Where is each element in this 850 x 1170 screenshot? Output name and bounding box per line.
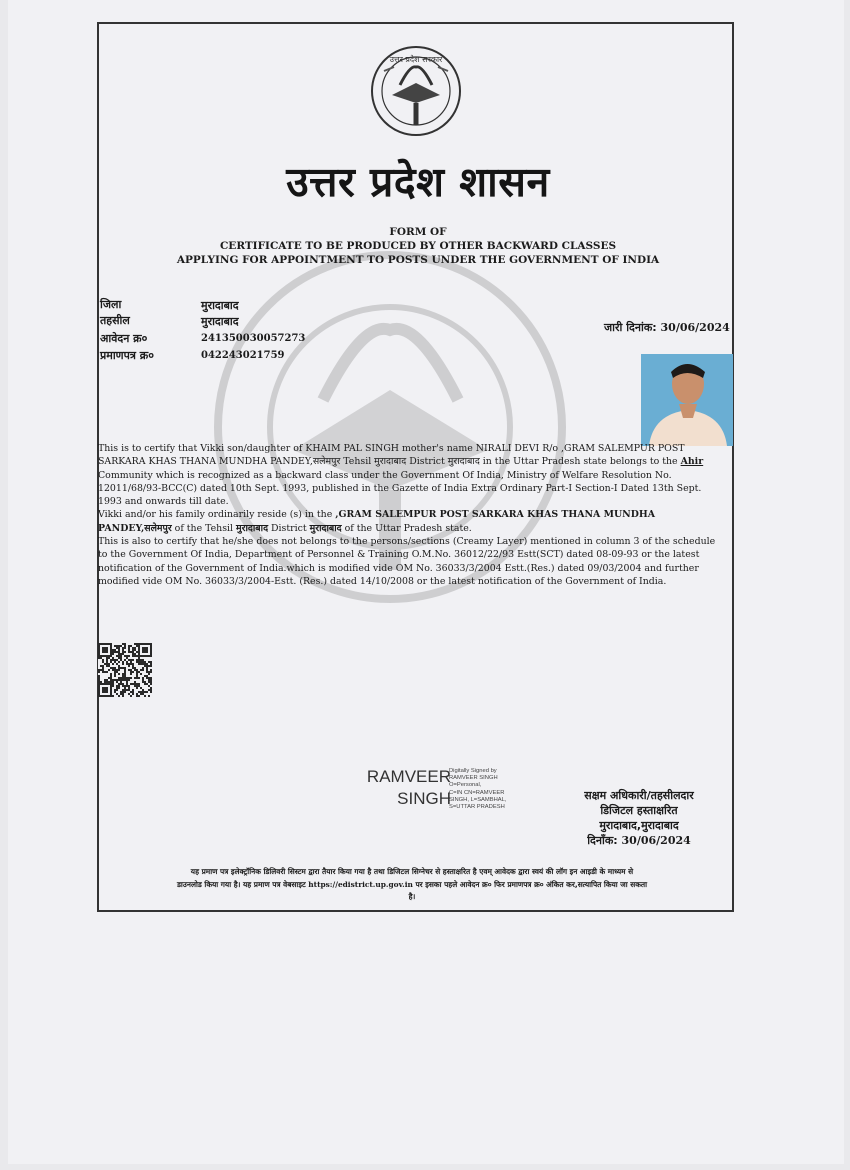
body-p1-part2: Community which is recognized as a backward class under the Government Of India, Ministry of Welfare Resolution No. 12011/68/93-BCC(C) dated 10th Sept. 1993, published in the Gazette of India Extra Ordinary Part-I Section-I Dated 13th Sept. 1993 and onwards till date. [98,469,702,508]
person-icon [641,354,733,446]
form-heading-line3: APPLYING FOR APPOINTMENT TO POSTS UNDER THE GOVERNMENT OF INDIA [176,254,660,266]
emblem-text: उत्तर प्रदेश सरकार [389,55,443,64]
up-government-emblem [370,45,462,137]
certificate-number: 042243021759 [201,350,285,361]
form-heading-line1: FORM OF [389,226,447,238]
officer-date-value: 30/06/2024 [621,834,691,847]
officer-date-label: दिनाँक: [587,834,618,847]
body-p2-part4: of the Uttar Pradesh state. [341,522,472,534]
issue-date [604,320,730,335]
issue-date-value: 30/06/2024 [660,321,730,334]
tehsil-value: मुरादाबाद [201,315,239,328]
qr-code [98,643,152,697]
certificate-label: प्रमाणपत्र क्र० [100,349,154,362]
signature-meta-line: RAMVEER SINGH [449,775,498,782]
issue-date-label: जारी दिनांक: [604,321,657,334]
signature-meta-line: SINGH, L=SAMBHAL, [449,796,507,803]
issuing-officer [564,788,714,848]
residence-district: मुरादाबाद [309,522,342,534]
certificate-page [8,0,844,1164]
creamy-layer-paragraph: This is also to certify that he/she does not belongs to the persons/sections (Creamy Layer) mentioned in column 3 of the schedule to the Government Of India, Department of Personnel & Training O.M.No. 36012/22/93 Estt(SCT) dated 08-09-93 or the latest notification of the Government of India.which is modified vide OM No. 36033/3/2004 Estt.(Res.) dated 09/03/2004 and further modified vide OM No. 36033/3/2004-Estt. (Res.) dated 14/10/2008 or the latest notification of the Government of India. [98,536,716,587]
signature-meta-line: C=IN CN=RAMVEER [449,789,505,796]
body-p2-part3: District [268,522,310,534]
signature-meta-line: O=Personal, [449,782,482,789]
officer-digital-signed: डिजिटल हस्ताक्षरित [600,804,678,817]
form-heading [128,225,708,267]
residence-address: ,GRAM SALEMPUR POST SARKARA KHAS THANA MUNDHA PANDEY,सलेमपुर [98,509,655,534]
application-label: आवेदन क्र० [100,332,148,345]
footer-line3: है। [408,892,416,901]
verification-url[interactable]: https://edistrict.up.gov.in [308,879,413,889]
signature-name-line2: SINGH [397,789,451,808]
form-heading-line2: CERTIFICATE TO BE PRODUCED BY OTHER BACKWARD CLASSES [219,240,617,252]
officer-designation: सक्षम अधिकारी/तहसीलदार [584,789,694,802]
signature-name-line1: RAMVEER [366,767,451,786]
digital-signature-name [355,766,451,810]
signature-meta-line: Digitally Signed by [449,768,497,774]
footer-line2 [96,879,728,892]
officer-date [564,833,714,848]
footer-line2-part2: पर इसका पहले आवेदन क्र० फिर प्रमाणपत्र क्र० अंकित कर,सत्यापित किया जा सकता [415,879,648,889]
application-number: 241350030057273 [201,333,306,344]
footer-line2-part1: डाउनलोड किया गया है। यह प्रमाण पत्र वेबसाइट [176,879,306,889]
certificate-body [98,442,726,588]
digital-signature-details [449,768,531,811]
page-title: उत्तर प्रदेश शासन [286,158,550,206]
residence-paragraph [98,508,726,535]
community-name: Ahir [680,456,704,468]
footer-line1: यह प्रमाण पत्र इलेक्ट्रॉनिक डिलिवरी सिस्टम द्वारा तैयार किया गया है तथा डिजिटल सिग्नेचर से हस्ताक्षरित है एवम् आवेदक द्वारा स्वयं की लॉग इन आइडी के माध्यम से [190,867,634,876]
signature-meta-line: S=UTTAR PRADESH [449,804,505,811]
footer-note [96,866,728,904]
tehsil-label: तहसील [100,314,130,327]
district-label: जिला [100,298,122,311]
residence-tehsil: मुरादाबाद [236,522,269,534]
body-p1-part1: This is to certify that Vikki son/daughter of KHAIM PAL SINGH mother's name NIRALI DEVI R/o ,GRAM SALEMPUR POST SARKARA KHAS THANA MUNDHA PANDEY,सलेमपुर Tehsil मुरादाबाद District मुरादाबाद in the Uttar Pradesh state belongs to the [98,443,685,468]
certification-paragraph [98,442,726,508]
district-value: मुरादाबाद [201,299,239,312]
applicant-photo [641,354,733,446]
body-p2-part2: of the Tehsil [171,522,237,534]
body-p2-part1: Vikki and/or his family ordinarily reside (s) in the [98,509,336,521]
officer-location: मुरादाबाद,मुरादाबाद [599,819,679,832]
